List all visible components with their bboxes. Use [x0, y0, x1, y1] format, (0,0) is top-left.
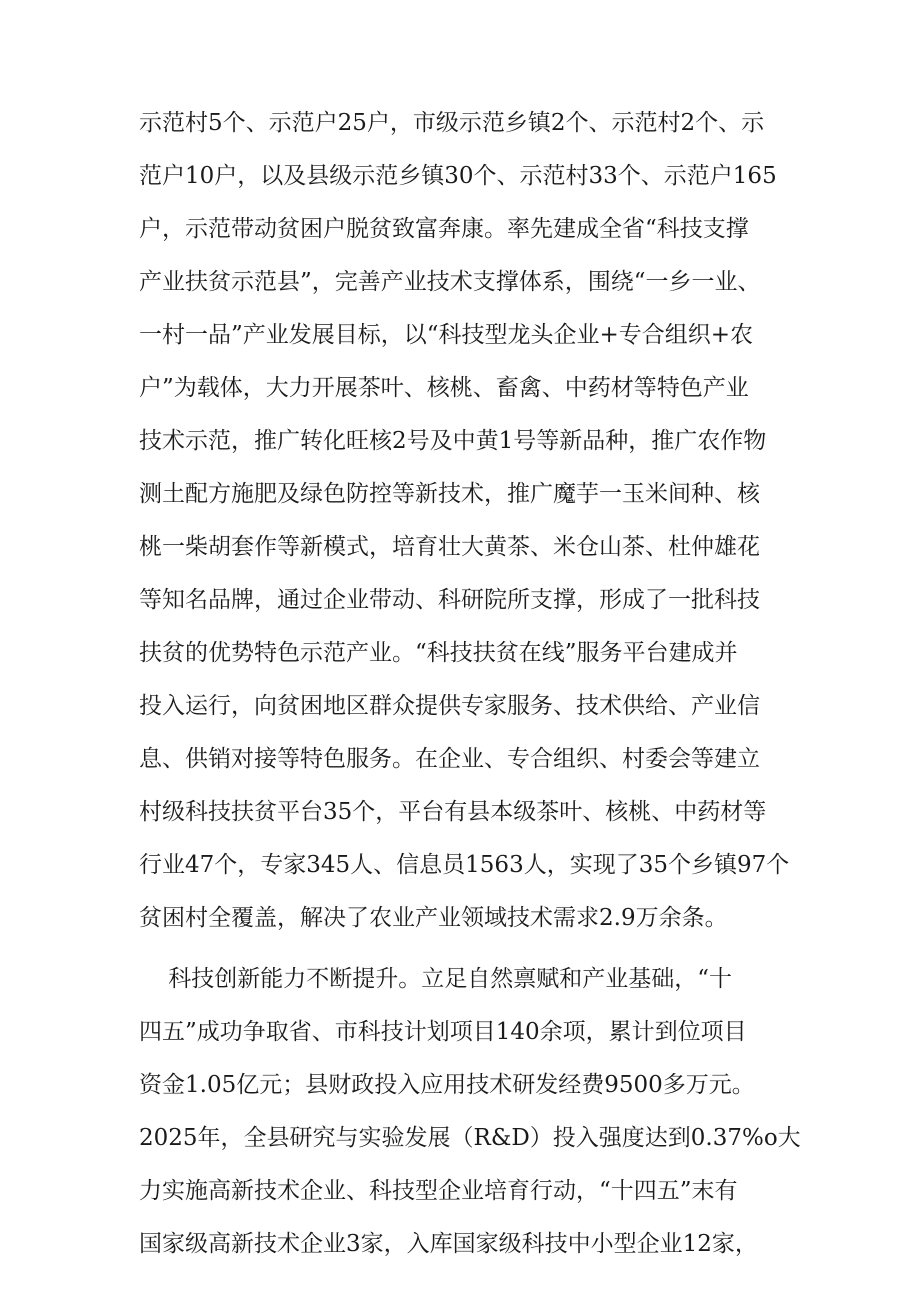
text-line: 投入运行，向贫困地区群众提供专家服务、技术供给、产业信 [139, 693, 760, 719]
text-line: 扶贫的优势特色示范产业。“科技扶贫在线”服务平台建成并 [139, 640, 738, 666]
text-line: 四五”成功争取省、市科技计划项目140余项，累计到位项目 [139, 1019, 747, 1045]
text-line: 力实施高新技术企业、科技型企业培育行动，“十四五”末有 [139, 1178, 738, 1204]
text-line: 户”为载体，大力开展茶叶、核桃、畜禽、中药材等特色产业 [139, 375, 749, 401]
text-line: 贫困村全覆盖，解决了农业产业领域技术需求2.9万余条。 [139, 905, 728, 931]
text-line: 一村一品”产业发展目标，以“科技型龙头企业+专合组织+农 [139, 322, 754, 348]
text-line: 技术示范，推广转化旺核2号及中黄1号等新品种，推广农作物 [139, 428, 767, 454]
text-line: 资金1.05亿元；县财政投入应用技术研发经费9500多万元。 [139, 1072, 755, 1098]
paragraph-gap [139, 945, 799, 953]
text-line: 范户10户，以及县级示范乡镇30个、示范村33个、示范户165 [139, 163, 777, 189]
text-line: 国家级高新技术企业3家，入库国家级科技中小型企业12家， [139, 1231, 758, 1257]
text-line: 行业47个，专家345人、信息员1563人，实现了35个乡镇97个 [139, 852, 790, 878]
text-line: 测土配方施肥及绿色防控等新技术，推广魔芋一玉米间种、核 [139, 481, 760, 507]
text-line: 息、供销对接等特色服务。在企业、专合组织、村委会等建立 [139, 746, 760, 772]
text-line: 户，示范带动贫困户脱贫致富奔康。率先建成全省“科技支撑 [139, 216, 749, 242]
text-line: 2025年，全县研究与实验发展（R&D）投入强度达到0.37%o大 [139, 1125, 801, 1151]
text-line: 示范村5个、示范户25户，市级示范乡镇2个、示范村2个、示 [139, 110, 765, 136]
text-line: 产业扶贫示范县”，完善产业技术支撑体系，围绕“一乡一业、 [139, 269, 761, 295]
text-line: 等知名品牌，通过企业带动、科研院所支撑，形成了一批科技 [139, 587, 760, 613]
text-line: 桃一柴胡套作等新模式，培育壮大黄茶、米仓山茶、杜仲雄花 [139, 534, 760, 560]
body-text [139, 97, 799, 1271]
text-line: 村级科技扶贫平台35个，平台有县本级茶叶、核桃、中药材等 [139, 799, 767, 825]
text-line: 科技创新能力不断提升。立足自然禀赋和产业基础，“十 [139, 966, 733, 992]
